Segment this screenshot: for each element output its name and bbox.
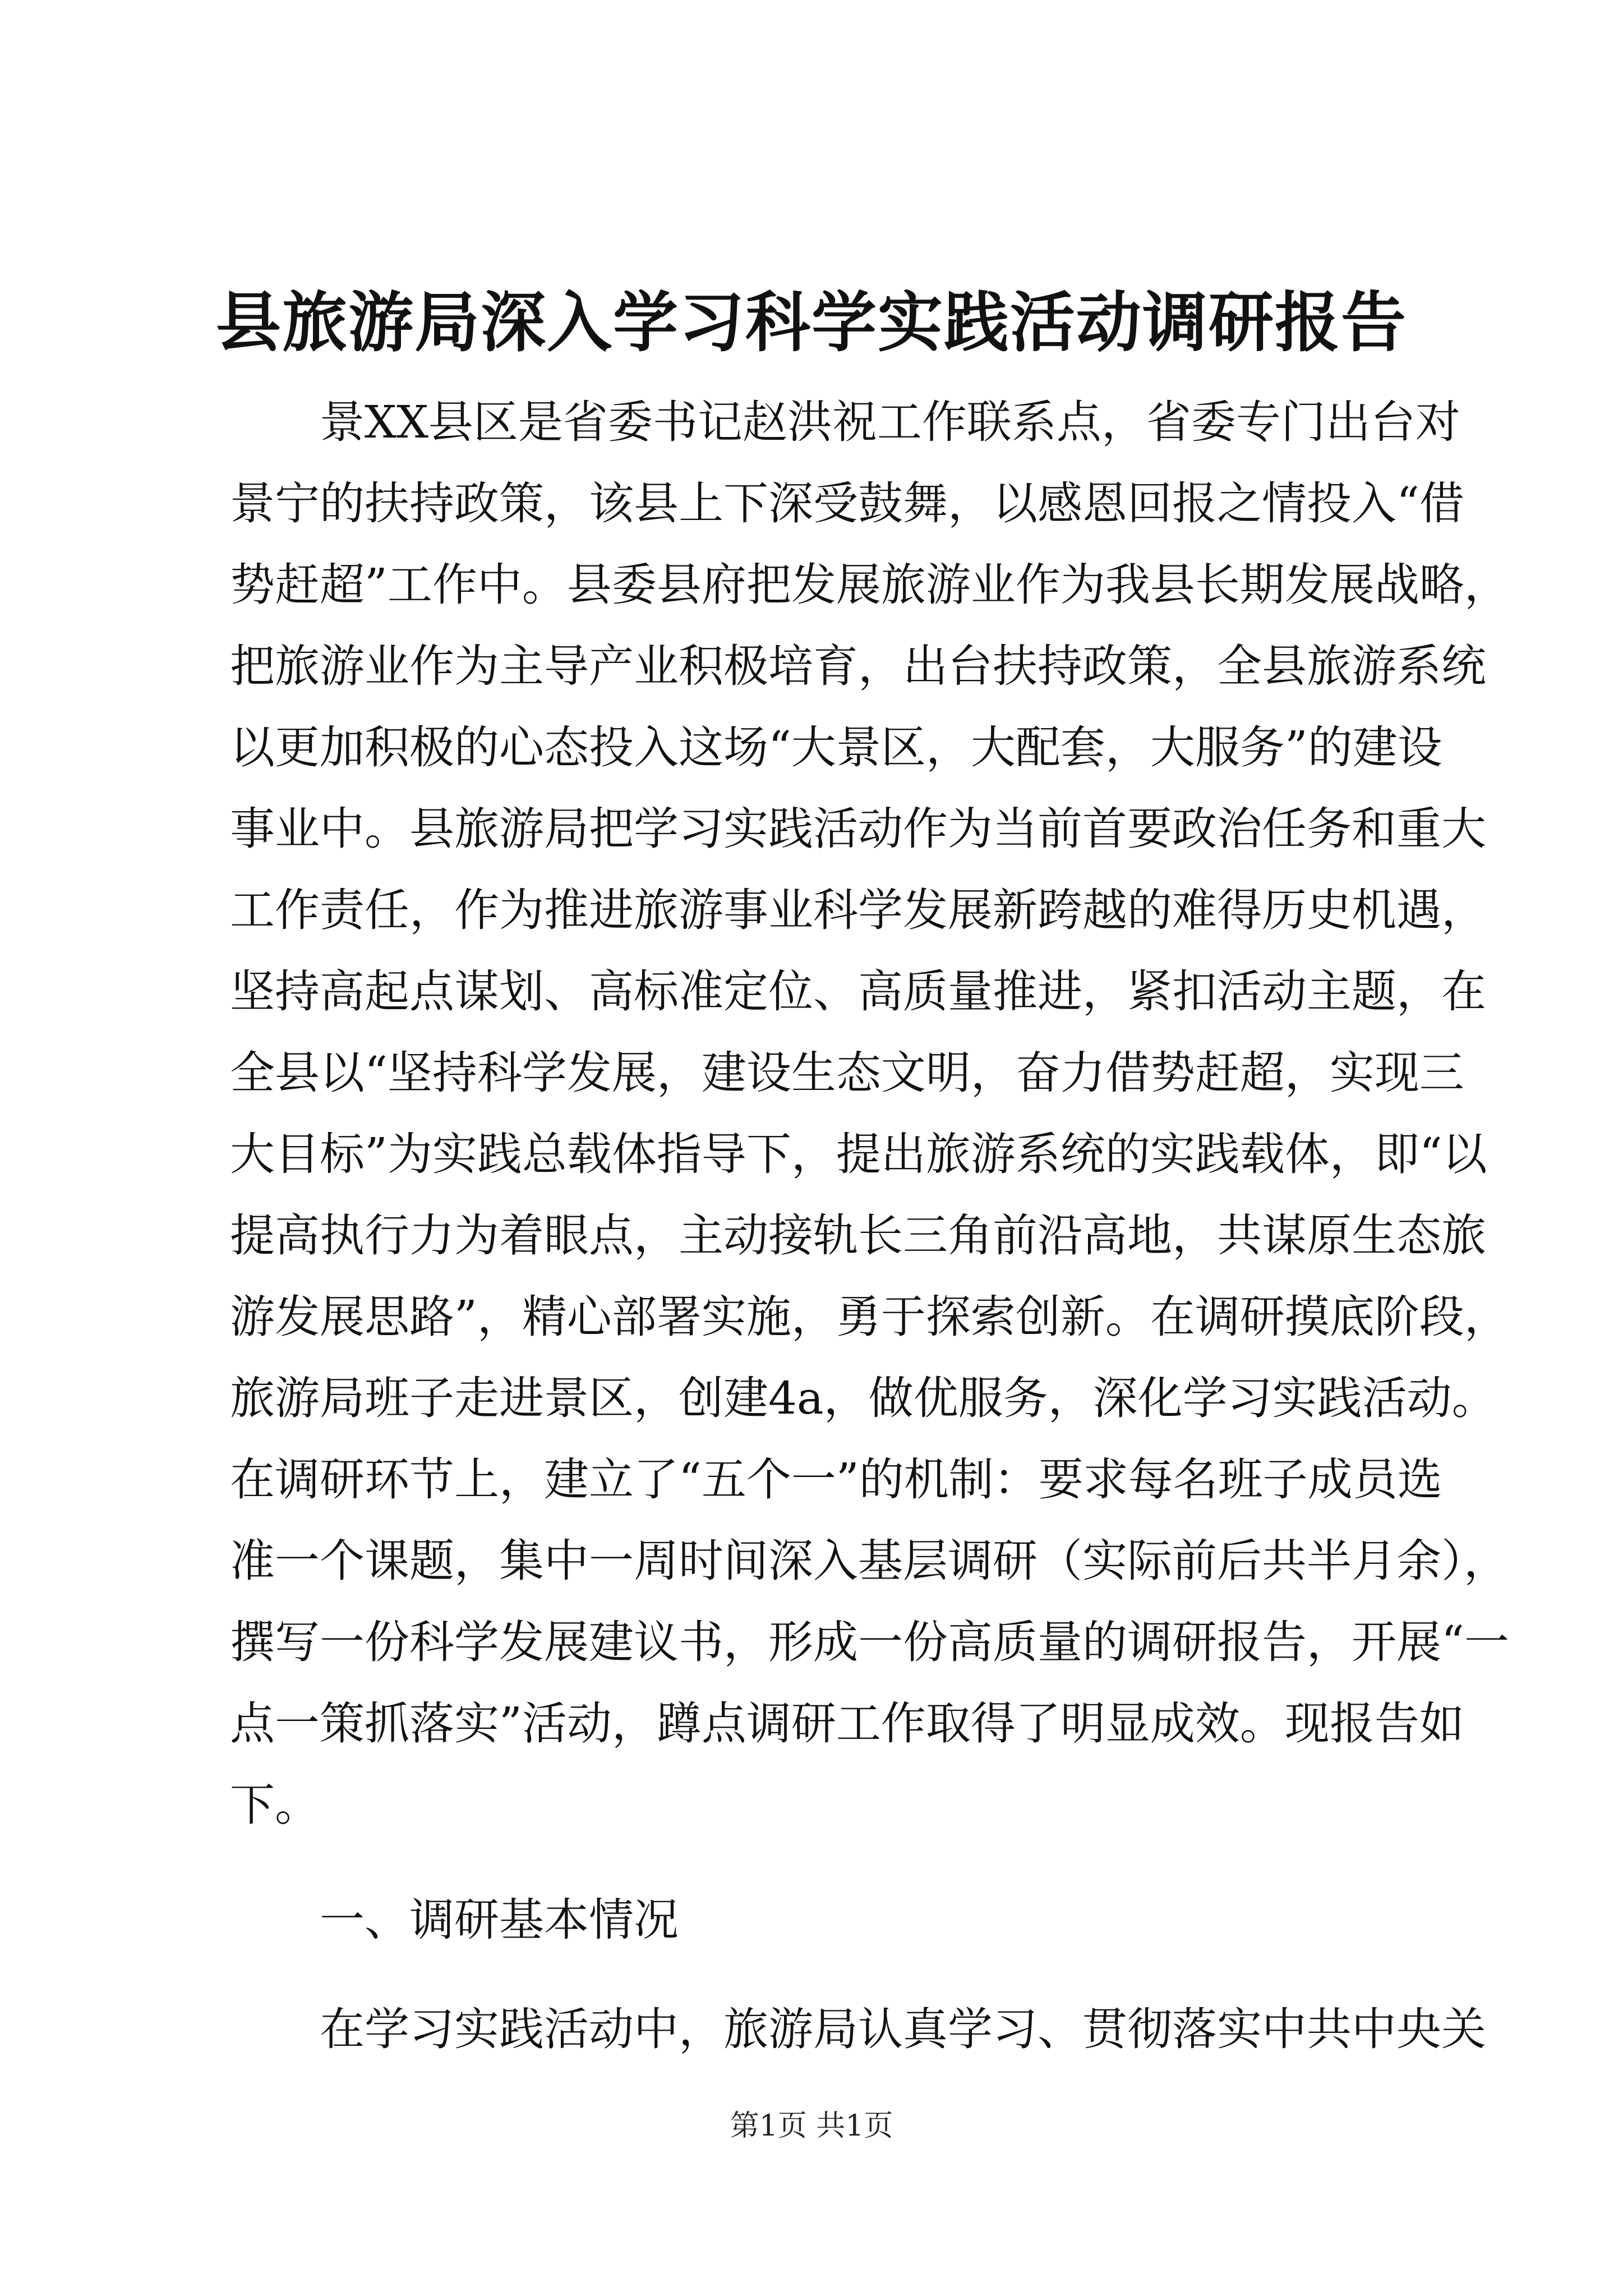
paragraph-spacer xyxy=(230,1961,1413,1989)
paragraph-line: 工作责任，作为推进旅游事业科学发展新跨越的难得历史机遇， xyxy=(230,884,1486,936)
paragraph-line: 景宁的扶持政策，该县上下深受鼓舞，以感恩回报之情投入“借 xyxy=(230,477,1464,530)
document-body xyxy=(230,381,1509,2070)
paragraph-line: 游发展思路”，精心部署实施，勇于探索创新。在调研摸底阶段， xyxy=(230,1291,1509,1343)
section-heading: 一、调研基本情况 xyxy=(320,1894,679,1946)
paragraph-line: 全县以“坚持科学发展，建设生态文明，奋力借势赶超，实现三 xyxy=(230,1047,1464,1099)
paragraph-line: 景XX县区是省委书记赵洪祝工作联系点，省委专门出台对 xyxy=(320,396,1460,448)
paragraph-line: 撰写一份科学发展建议书，形成一份高质量的调研报告，开展“一 xyxy=(230,1616,1509,1668)
paragraph-line: 坚持高起点谋划、高标准定位、高质量推进，紧扣活动主题，在 xyxy=(230,965,1486,1018)
paragraph-line: 大目标”为实践总载体指导下，提出旅游系统的实践载体，即“以 xyxy=(230,1128,1487,1180)
paragraph-line: 在学习实践活动中，旅游局认真学习、贯彻落实中共中央关 xyxy=(320,2003,1486,2055)
paragraph-line: 提高执行力为着眼点，主动接轨长三角前沿高地，共谋原生态旅 xyxy=(230,1209,1486,1262)
page-footer: 第1页 共1页 xyxy=(730,2109,893,2143)
paragraph-line: 事业中。县旅游局把学习实践活动作为当前首要政治任务和重大 xyxy=(230,803,1486,855)
paragraph-line: 准一个课题，集中一周时间深入基层调研（实际前后共半月余）， xyxy=(230,1535,1509,1587)
paragraph-line: 势赶超”工作中。县委县府把发展旅游业作为我县长期发展战略， xyxy=(230,559,1509,611)
paragraph-line: 把旅游业作为主导产业积极培育，出台扶持政策，全县旅游系统 xyxy=(230,640,1486,692)
paragraph-line: 下。 xyxy=(230,1779,320,1831)
paragraph-line: 在调研环节上，建立了“五个一”的机制：要求每名班子成员选 xyxy=(230,1453,1442,1506)
paragraph-line: 点一策抓落实”活动，蹲点调研工作取得了明显成效。现报告如 xyxy=(230,1697,1464,1750)
paragraph-line: 旅游局班子走进景区，创建4a，做优服务，深化学习实践活动。 xyxy=(230,1372,1497,1424)
document-title: 县旅游局深入学习科学实践活动调研报告 xyxy=(216,284,1407,361)
paragraph-line: 以更加积极的心态投入这场“大景区，大配套，大服务”的建设 xyxy=(230,721,1442,774)
